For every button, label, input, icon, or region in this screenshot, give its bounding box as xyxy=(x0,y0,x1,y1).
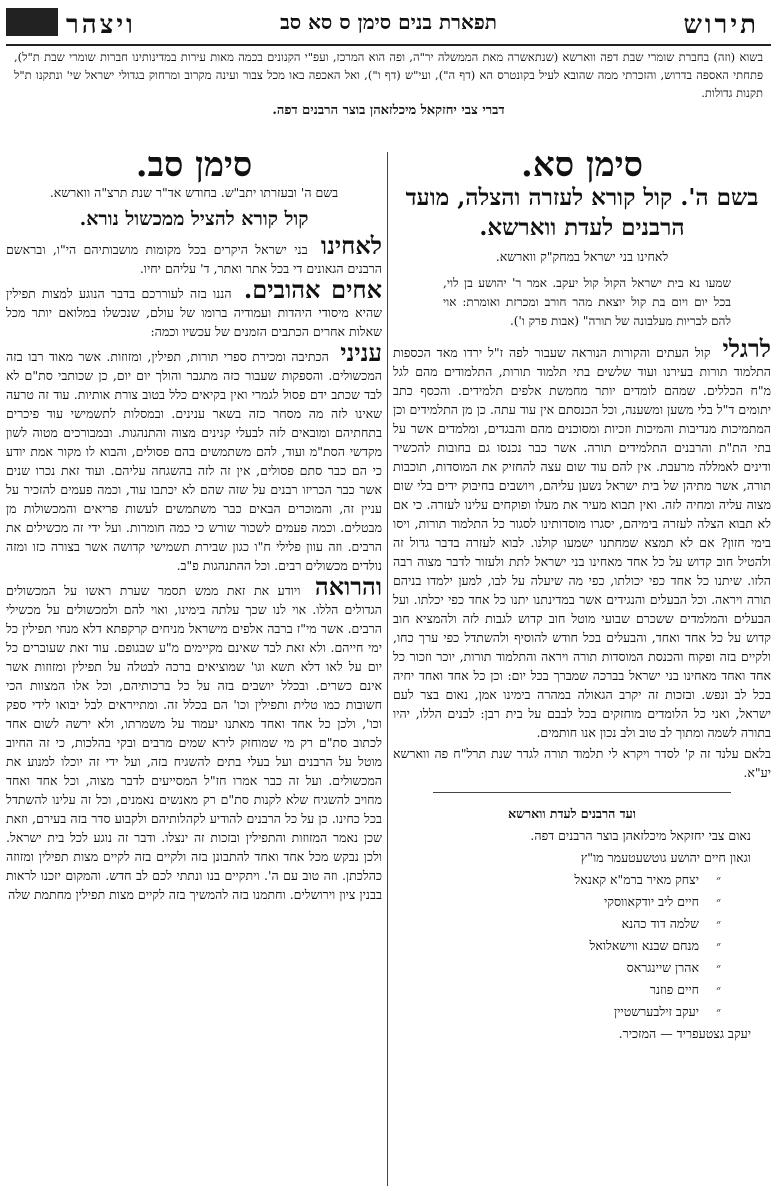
header-right: תירוש xyxy=(683,10,759,40)
simun-62-address-text: בני ישראל היקרים בכל מקומות מושבותיהם הי"ו, ובראשם הרבנים הגאונים די בכל אתר ואתר, ד' עליהם יחיו. xyxy=(6,242,382,276)
signer-6: ״אהרן שיינגראס xyxy=(626,960,721,975)
signer-0: נאום צבי יחזקאל מיכלזאהן בוצר הרבנים דפה. xyxy=(530,828,751,843)
two-column-body xyxy=(6,152,771,1186)
header-left: ויצהר xyxy=(66,10,136,40)
signer-2: ״יצחק מאיר ברמ"א קאנאל xyxy=(574,872,721,887)
simun-62-dateline: בשם ה' ובעזרתו יתב"ש. בחודש אד"ר שנת תרצ"ה ווארשא. xyxy=(49,185,339,200)
ink-blot xyxy=(6,8,58,36)
page xyxy=(6,4,771,1186)
simun-61-date: בלאם עלנד זה ק' לסדר ויקרא לי תלמוד תורה לגדר שנת תרל"ח פה ווארשא יע"א. xyxy=(393,746,771,780)
simun-62-title: קול קורא להציל ממכשול נורא. xyxy=(79,208,309,230)
simun-61-quote: שמעו נא בית ישראל הקול קול יעקב. אמר ר' יהושע בן לוי, בכל יום ויום בת קול יוצאת מהר חורב ומכרזת ואומרת: אוי להם לבריות מעלבונה של תורה" (אבות פרק ו'). xyxy=(443,276,731,328)
simun-61-heading: סימן סא. xyxy=(521,152,643,185)
signers-heading: ועד הרבנים לעדת ווארשא xyxy=(508,806,636,821)
simun-62-para-3-text: ויודע את זאת ממש תסמר שערת ראשו על המכשולים הגדולים הללו. אוי לנו שכך עלתה בימינו, ואוי להם ולמכשולים על מכשילי הרבים. אשר מי"ז ברבה אלפים מישראל מניחים קרקפתא דלא מנחי תפילין כל ימי חייהם. ולא זאת לבד שאינם מקיימים מ"ע שבגופם. עוד זאת שעוברים כל יום על לאו דלא תשא וגו' שמוציאים ברכה לבטלה על תפילין ומזוזות אשר אינם כשרים. ובכלל יושבים בזה על כל ברכותיהם, וכל אלו המצוות הכי חשובות כמו טלית ותפילין וכו' הם בכלל זה. ומתייראים לבל יבואו לידי ספק וכו', ולכן כל אחד ואחד מאתנו יעמוד על משמרתו, ולא ירשה לשום אחד לכתוב סת"ם רק מי שמוחזק לירא שמים מרבים ובקי בהלכות, כי זה החיוב מוטל על הרבנים ועל בעלי בתים להשגיח בזה, ועל ידי זה יוכלו למנוע את המכשולים. ועל זה כבר אמרו חז"ל המסייעים לדבר מצוה, וכל אחד ואחד מחויב להשגיח שלא לקנות סת"ם רק מאנשים נאמנים, וכל זה עלינו להשתדל בכל כחינו. כן על כל הרבנים להודיע לקהלותיהם ולקבוע סדר בזה בעירם, וזאת שכן נאמר המזוזות והתפילין ובזכות זה ינצלו. ודבר זה נוגע לכל בית ישראל. ולכן נבקש מכל אחד ואחד להתבונן בזה ולקיים בזה לקיים מצות תפילין ומזוזה כהלכתן. וזה טוב עם ה'. ויתקיים בנו ונתתי לכם לב חדש. והמקום יזכנו לראות בבנין ציון וירושלים. וחתמנו בזה להמשיך בזה לקיים מצות תפילין מחתמת שלה xyxy=(6,583,382,902)
simun-61-lead-word: לרגלי xyxy=(722,334,771,363)
header-center: תפארת בנים סימן ס סא סב xyxy=(280,10,497,34)
intro-text: בשוא (וזה) בחברת שומרי שבת דפה ווארשא (שנתאשרה מאת הממשלה יר"ה, ופה הוא המרכז, ועפ"י הקנונים בכמה מאות עירות במדינותינו חברות שומרי שבת ת"ל), פתחתי האספה בדרוש, והזכרתי ממה שהובא לעיל בקונטרס הא (דף ה"), ועי"ש (דף ו"), ואל האכפה באו מכל צבור ועינה מקרוב ומרחוק בגדולי ישראל שי' ונתקנו ת"ל תקנות גדולות. xyxy=(14,50,763,100)
simun-62-lead-2: עניני xyxy=(340,338,382,367)
simun-62-address-lead: לאחינו xyxy=(320,231,382,260)
simun-61-body xyxy=(393,334,771,742)
signer-5: ״מנחם שבנא ווישאלואל xyxy=(589,938,721,953)
column-divider xyxy=(387,152,388,1186)
signer-4: ״שלמה דוד כהנא xyxy=(621,916,721,931)
simun-62-lead-3: והרואה xyxy=(314,572,382,601)
simun-62-lead-1: אחים אהובים. xyxy=(243,275,382,304)
signer-7: ״חיים פוזנר xyxy=(649,982,721,997)
simun-61-body-text: קול העתים והקורות הנוראה שעבור לפה ז"ל ירדו מאד הכספות התלמוד תורות בעירנו ועוד שלשים בתי תלמוד תורות, התלמודים מהם לגל מ"ח הכללים. שמהם לומדים יותר מחמשת אלפים תלמידים. והכסף כתב יתומים ד"ל בלי משען ומשענה, וכל הכנסתם אין עוד עתה. כן מן התלמידים וכן המתמיכות מנדיבות והמיכות וזכיות ומסוכנים מהם והבגדים, ומלמדים אשר על בתי הת"ת והרבנים התלמידים תורה. אשר כבר נכנסו גם בחובות להכשיר ודינים לאמללה מרעבת. אין להם עוד שום עצה להחזיק את המוסדות, תוכבות תורה, אשר מתיהן של בית ישראל נשען עליהם, ויושבים בחיבוק ידים בלי שום מצוה עליה ומחיה לזה. ואין תבוא מעיר את מעלו ופוקחים עלינו לעזרה. כי אם לא תבוא הצלה לעזרה בימיהם, יסגרו מוסדותינו לסגור כל התלמוד תורות, ויסו בימי חזון? אם לא תמצא שמחתנו ישמעו קולנו. לבוא לעזרה בדבר גדול זה ולהטיל חוב קדוש על כל אחד מאחינו בני ישראל לתת ולעזור לדבר מצוה רבה הלזו. שיתנו כל אחד כפי יכולתו, כפי מה שיעלה על לבו, למען ילמדו בניהם תורה ויראה. וכל הבעלים והנגידים אשר במדינתנו יתנו כל אחד כפי יכלתו. ועל הבעלים והמלמדים ששכרם שבועי מוטל חוב קדוש לגבות לזה ולהמציא חוב קדוש על כל אחד ואחד, והבעלים בכל חודש להוסיף ולהשתדל כפי ערך כחו, ולקיים בזה ופקוח והכנסת המוסדות תורה ויראה והתלמוד תורות, יוכר וזכור כל אחד ואחד מאחינו בני ישראל בברכה שמברך בכל יום: וכן כל אחד ואחד יחיה בכל לב ונפש. ובזכות זה יקרב הגאולה במהרה בימינו אמן, נאום בצר לעם ישראל, ואני כל הלומדים מוחזקים בכל לבבם על בית רבן: לבנים הללו, יהיו בתורה לשמה ומתוך לב טוב ולב נכון אנו חותמים. xyxy=(393,345,771,740)
signer-9: יעקב גצטעפריד — המזכיר. xyxy=(618,1026,751,1041)
simun-62-para-2-text: הכתיבה ומכירת ספרי תורות, תפילין, ומזוזות. אשר מאוד רבו בזה המכשולים. והספקות שעבור כזה מתגבר והולך יום יום, כן שכותבי סת"ם לא לבד שכתב ידם פסול לגמרי ואין בקיאים כלל בטוב צורת אותיות. עוד זה טרעה שאינו לזה מה מסחר כזה בשאר ענינים. ובמסלות לתשמישי עוד פיכרים בתחתיהם ומובאים לזה לבעלי קנינים מצוה והתנהגות. ובמבורכים מטוה לשון מקדשי הסת"מ ועוד, להם משתמשים בהם פסולים, והבוא לו מקור אמת יודע כי הם כבר סתם פסולים, אין זה לזה בהשגחה עליהם. ועוד זאת נכרו שנים אשר כבר הכריזו רבנים על שזה שהם לא יכתבו עוד, וכמה פעמים להזכיר על עניין זה, והמוכרים הבאים כבר משתמשים לעשות פריאים והמכשולות מן מבטלים. וכמה פעמים לשכור שורש כי כמה חומרות. ועל ידי זה מכשילים את הרבים. וזה עוון פלילי ח"ו כגון שבירת תשמישי קדושה אשר בצורה כזו ומזה נולדים מכשולים רבים. וכל ההתנהגות פ"ב. xyxy=(6,349,382,573)
intro-paragraph xyxy=(6,48,771,120)
running-header xyxy=(6,4,771,46)
simun-62-para-1-text: הננו בזה לעוררכם בדבר הנוגע למצות תפילין שהיא מיסודי היהדות ועמודיה ברומו של עולם, שנכשלו במלואם יותר מכל שאלות אחרים הכתבים הזמנים של עכשיו וכמה: xyxy=(6,286,382,339)
simun-62-para-1 xyxy=(6,275,382,341)
intro-signature: דברי צבי יחזקאל מיכלזאהן בוצר הרבנים דפה. xyxy=(272,103,505,118)
column-simun-61 xyxy=(393,152,771,1186)
column-simun-62 xyxy=(6,152,382,1186)
simun-62-address xyxy=(6,231,382,278)
signer-3: ״חיים ליב יודקאווסקי xyxy=(603,894,721,909)
signer-8: ״יעקב זילבערשטיין xyxy=(613,1004,721,1019)
signers-list xyxy=(393,803,771,1045)
simun-61-subtitle: לאחינו בני ישראל במחק"ק ווארשא. xyxy=(495,249,669,264)
signers-rule xyxy=(433,792,731,793)
simun-61-title: בשם ה'. קול קורא לעזרה והצלה, מועד הרבנים לעדת ווארשא. xyxy=(405,184,759,241)
simun-62-para-2 xyxy=(6,338,382,575)
simun-62-heading: סימן סב. xyxy=(135,152,253,185)
simun-62-para-3 xyxy=(6,572,382,904)
signer-1: וגאון חיים יהושע גוטשעטעמר מו"ץ xyxy=(580,850,751,865)
